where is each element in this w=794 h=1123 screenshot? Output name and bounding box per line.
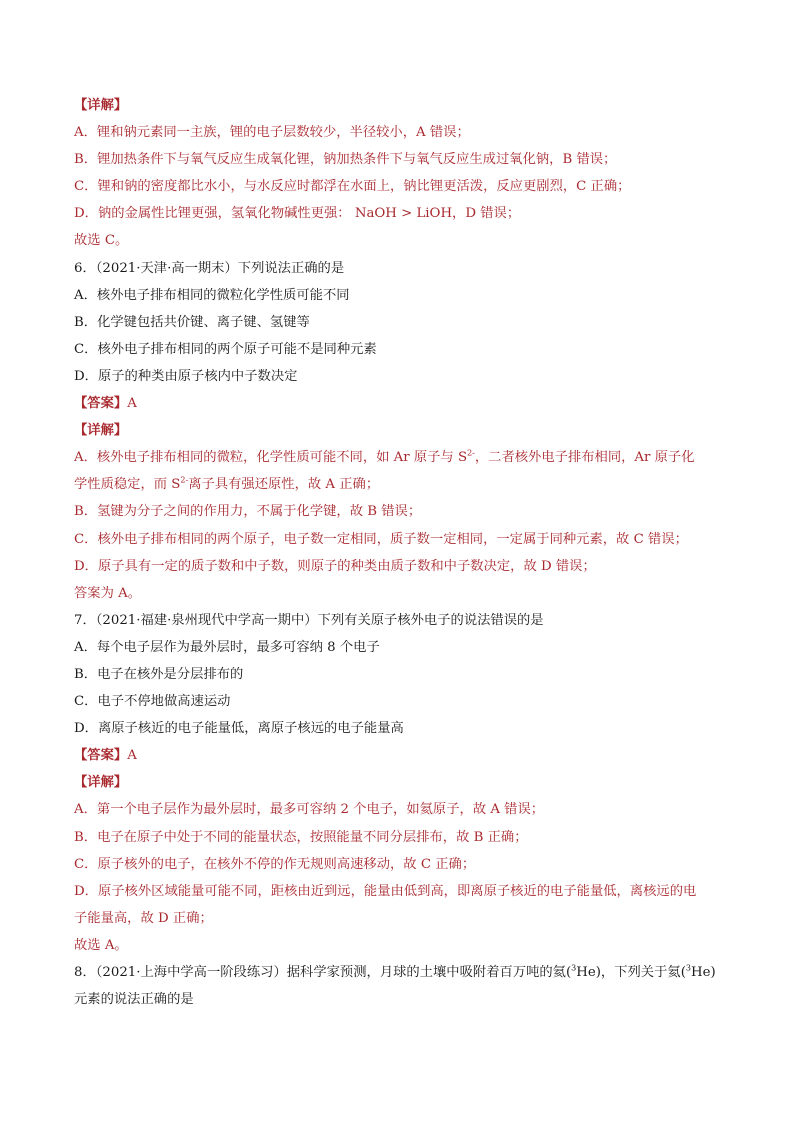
sulfide-charge: 2- [467,448,475,458]
q6-expl-a-text3: 学性质稳定，而 S [74,477,181,493]
q6-answer-label: 【答案】 [74,396,128,412]
q6-expl-a-text2: ，二者核外电子排布相同，Ar 原子化 [474,450,695,466]
q6-expl-a-text1: A．核外电子排布相同的微粒，化学性质可能不同，如 Ar 原子与 S [74,450,468,466]
q6-stem: 6．（2021·天津·高一期末）下列说法正确的是 [74,260,345,276]
q5-conclusion: 故选 C。 [74,233,129,249]
q8-stem-line2: 元素的说法正确的是 [74,992,194,1008]
q6-detail-label: 【详解】 [74,423,128,439]
q7-conclusion: 故选 A。 [74,937,128,953]
q6-explanation-a-line2 [74,471,734,498]
q7-explanation-d-line1: D．原子核外区域能量可能不同，距核由近到远，能量由低到高，即离原子核近的电子能量低，离核远的电 [74,883,697,899]
q8-stem-text3: He) [690,965,716,980]
q7-explanation-c: C．原子核外的电子，在核外不停的作无规则高速移动，故 C 正确； [74,856,476,872]
q7-option-a: A．每个电子层作为最外层时，最多可容纳 8 个电子 [74,639,380,655]
q6-explanation-a-line1 [74,444,734,471]
q7-option-c: C．电子不停地做高速运动 [74,694,231,710]
q7-stem: 7．（2021·福建·泉州现代中学高一期中）下列有关原子核外电子的说法错误的是 [74,612,544,628]
q5-explanation-c: C．锂和钠的密度都比水小，与水反应时都浮在水面上，钠比锂更活泼，反应更剧烈，C 正确； [74,179,631,195]
q7-answer-label: 【答案】 [74,748,128,764]
q6-explanation-b: B．氢键为分子之间的作用力，不属于化学键，故 B 错误； [74,504,422,520]
q6-option-b: B．化学键包括共价键、离子键、氢键等 [74,314,310,330]
q6-explanation-d: D．原子具有一定的质子数和中子数，则原子的种类由质子数和中子数决定，故 D 错误； [74,558,596,574]
page-content [74,92,734,1013]
q7-option-b: B．电子在核外是分层排布的 [74,666,244,682]
q5-detail-label: 【详解】 [74,98,128,113]
q6-option-a: A．核外电子排布相同的微粒化学性质可能不同 [74,287,350,303]
q6-explanation-c: C．核外电子排布相同的两个原子，电子数一定相同，质子数一定相同，一定属于同种元素，故 C 错误； [74,531,688,547]
q7-answer [74,742,734,769]
helium-mass-number-2: 3 [685,963,691,973]
q6-option-c: C．核外电子排布相同的两个原子可能不是同种元素 [74,341,377,357]
q8-stem-text1: 8．（2021·上海中学高一阶段练习）据科学家预测，月球的土壤中吸附着百万吨的氦( [74,965,572,980]
q5-explanation-b: B．锂加热条件下与氧气反应生成氧化锂，钠加热条件下与氧气反应生成过氧化钠，B 错误； [74,152,617,168]
q5-explanation-a: A．锂和钠元素同一主族，锂的电子层数较少，半径较小，A 错误； [74,125,470,141]
q7-explanation-b: B．电子在原子中处于不同的能量状态，按照能量不同分层排布，故 B 正确； [74,829,528,845]
q8-stem-line1 [74,959,734,986]
q6-option-d: D．原子的种类由原子核内中子数决定 [74,368,298,384]
q6-conclusion: 答案为 A。 [74,585,142,601]
q7-detail-label: 【详解】 [74,775,128,791]
sulfide-charge-2: 2- [180,475,189,485]
q6-answer-value: A [127,396,137,412]
q7-explanation-a: A．第一个电子层作为最外层时，最多可容纳 2 个电子，如氦原子，故 A 错误； [74,802,545,818]
q8-stem-text2: He)，下列关于氦( [576,965,686,980]
q6-expl-a-text4: 离子具有强还原性，故 A 正确； [188,477,380,493]
q7-answer-value: A [127,748,137,764]
q5-explanation-d: D．钠的金属性比锂更强，氢氧化物碱性更强： NaOH > LiOH，D 错误； [74,206,521,222]
q7-option-d: D．离原子核近的电子能量低，离原子核远的电子能量高 [74,721,404,737]
helium-mass-number: 3 [571,963,577,973]
q7-explanation-d-line2: 子能量高，故 D 正确； [74,910,213,926]
q6-answer [74,390,734,417]
